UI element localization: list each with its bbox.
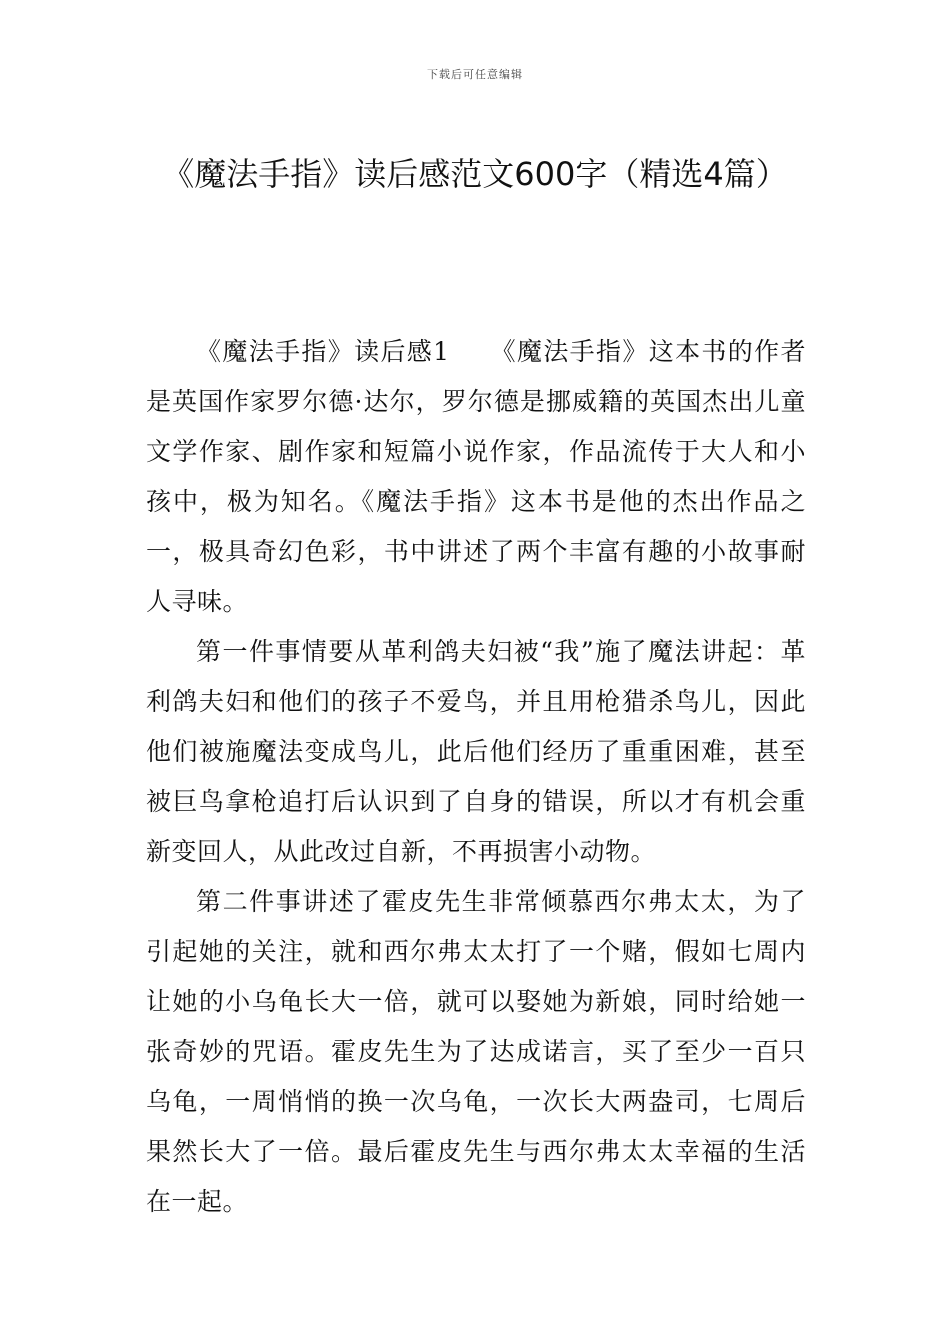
document-body [146,327,806,1227]
paragraph-1: 《魔法手指》读后感1 《魔法手指》这本书的作者是英国作家罗尔德·达尔，罗尔德是挪威籍的英国杰出儿童文学作家、剧作家和短篇小说作家，作品流传于大人和小孩中，极为知名。《魔法手指》这本书是他的杰出作品之一，极具奇幻色彩，书中讲述了两个丰富有趣的小故事耐人寻味。 [146,337,806,616]
header-note: 下载后可任意编辑 [427,68,523,81]
paragraph-2: 第一件事情要从革利鸽夫妇被“我”施了魔法讲起：革利鸽夫妇和他们的孩子不爱鸟，并且用枪猎杀鸟儿，因此他们被施魔法变成鸟儿，此后他们经历了重重困难，甚至被巨鸟拿枪追打后认识到了自身的错误，所以才有机会重新变回人，从此改过自新，不再损害小动物。 [146,637,806,866]
page-title: 《魔法手指》读后感范文600字（精选4篇） [162,155,788,194]
paragraph-3: 第二件事讲述了霍皮先生非常倾慕西尔弗太太，为了引起她的关注，就和西尔弗太太打了一个赌，假如七周内让她的小乌龟长大一倍，就可以娶她为新娘，同时给她一张奇妙的咒语。霍皮先生为了达成诺言，买了至少一百只乌龟，一周悄悄的换一次乌龟，一次长大两盎司，七周后果然长大了一倍。最后霍皮先生与西尔弗太太幸福的生活在一起。 [146,887,806,1216]
